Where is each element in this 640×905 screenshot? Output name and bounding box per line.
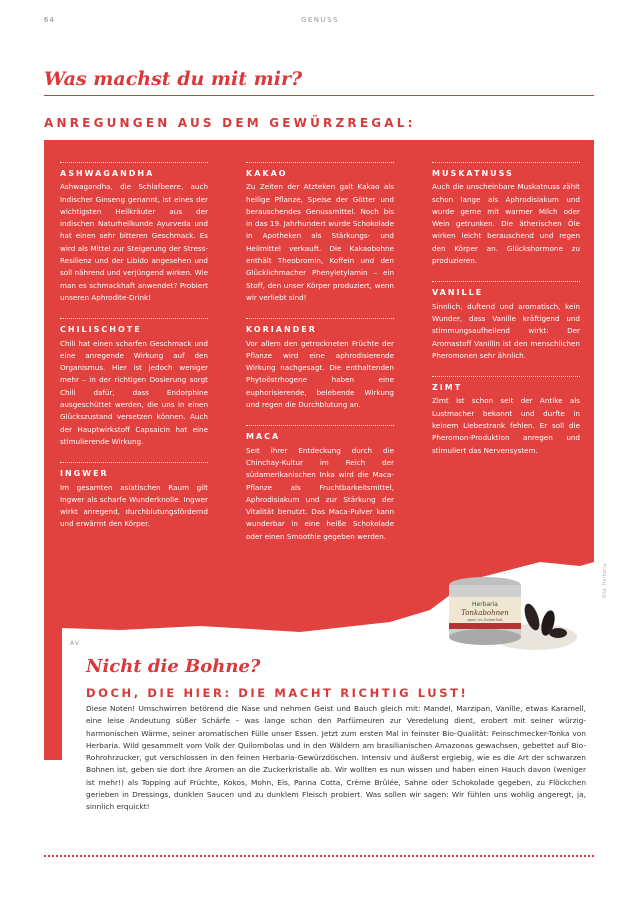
entry-title: INGWER bbox=[60, 469, 109, 479]
entry-title: KAKAO bbox=[246, 169, 288, 178]
section-label: GENUSS bbox=[300, 16, 340, 24]
entry-text: Zimt ist schon seit der Antike als Lustmacher bekannt und durfte in keinem Liebestrank fehlen. Er soll die Pheromon-Produktion anregen und stimuliert das Nervensystem. bbox=[432, 396, 580, 455]
ad-title: Nicht die Bohne? bbox=[86, 656, 261, 677]
entry-text: Auch die unscheinbare Muskatnuss zählt schon lange als Aphrodisiakum und wurde gerne mit warmer Milch oder Wein getrunken. Die ätherischen Öle wirken leicht berauschend und regen den Körper an. Glückshormone zu produzieren. bbox=[432, 182, 580, 266]
sub-headline: ANREGUNGEN AUS DEM GEWÜRZREGAL: bbox=[44, 116, 416, 130]
entry-text: Seit ihrer Entdeckung durch die Chinchay-Kultur im Reich der südamerikanischen Inka wird die Maca-Pflanze als Fruchtbarkeitsmittel, Aphrodisiakum und zur Stärkung der Vitalität benutzt. Das Maca-Pulver kann wunderbar in eine heiße Schokolade oder einen Smoothie gegeben werden. bbox=[246, 445, 394, 541]
page-number: 64 bbox=[44, 16, 55, 24]
product-image bbox=[440, 565, 580, 655]
entry-title: KORIANDER bbox=[246, 325, 317, 335]
bottom-divider bbox=[44, 855, 594, 857]
entry-title: ZIMT bbox=[432, 383, 463, 393]
page-headline: Was machst du mit mir? bbox=[44, 68, 303, 90]
entry-title: CHILISCHOTE bbox=[60, 325, 142, 335]
entry-text: Chili hat einen scharfen Geschmack und eine anregende Wirkung auf den Organismus. Hier ist jedoch weniger mehr – in der richtigen Dosierung sorgt Chili dafür, dass Endorphine ausgeschüttet werden, die uns in einen Glückszustand versetzen können. Auch der Hauptwirkstoff Capsaicin hat eine stimulierende Wirkung. bbox=[60, 338, 208, 446]
entry-text: Sinnlich, duftend und aromatisch, kein Wunder, dass Vanille kräftigend und stimmungsaufhellend wirkt: Der Aromastoff Vanillin ist den menschlichen Pheromonen sehr ähnlich. bbox=[432, 301, 580, 360]
tin-label-band bbox=[449, 623, 521, 629]
product-name: Tonkabohnen bbox=[461, 609, 509, 617]
product-brand: Herbaria bbox=[472, 601, 498, 608]
entry-text: Ashwagandha, die Schlafbeere, auch Indischer Ginseng genannt, ist eines der wichtigsten Heilkräuter aus der indischen Naturheilkunde Ayurveda und hat einen sehr bitteren Geschmack. Es wird als Mittel zur Steigerung der Stress-Resilienz und der Libido angesehen und soll nährend und verjüngend wirken. Wie man es schmackhaft anwendet? Probiert unseren Aphrodite-Drink! bbox=[60, 182, 208, 302]
entry-text: Vor allem den getrockneten Früchte der Pflanze wird eine aphrodisierende Wirkung nachgesagt. Die enthaltenden Phytoöstrhogene haben eine euphorisierende, belebende Wirkung und regen die Durchblutung an. bbox=[246, 338, 394, 410]
entry-title: ASHWAGANDHA bbox=[60, 169, 155, 178]
ad-headline: DOCH, DIE HIER: DIE MACHT RICHTIG LUST! bbox=[86, 686, 469, 700]
ad-body: Diese Noten! Umschwirren betörend die Nase und nehmen Geist und Bauch gleich mit: Mandel, Marzipan, Vanille, etwas Karamell, eine leise Andeutung süßer Schärfe – was lange schon den Parfümeuren zur Veredelung dient, erobert mit seiner würzig-harmonischen Wärme, seiner aromatischen Fülle unser Essen. Jetzt zum ersten Mal in feinster Bio-Qualität: Feinschmecker-Tonka von Herbaria. Wild gesammelt vom Volk der Quilombolas und in den Wäldern am brasilianischen Amazonas gewachsen, gebettet auf Bio-Rohrohrzucker, gut verschlossen in den feinen Herbaria-Gewürzdöschen. Intensiv und äußerst ergiebig, wie es die Art der schwarzen Bohnen ist, geben sie dort ihre Aromen an die Zuckerkristalle ab. Wir wollten es nun wissen und haben einen Hauch davon (weniger ist mehr!) als Topping auf Früchte, Kokos, Mohn, Eis, Panna Cotta, Crème Brûlée, Sahne oder Schokolade gegeben, zu Flöckchen gerieben in Dressings, dunklen Saucen und zu dunklem Fleisch probiert. Was sollen wir sagen: Wir fühlen uns wohlig angeregt, ja, sinnlich erquickt! bbox=[86, 704, 586, 812]
entry-title: MACA bbox=[246, 432, 281, 442]
entry-text: Zu Zeiten der Atzteken galt Kakao als heilige Pflanze, Speise der Götter und berauschendes Genussmittel. Noch bis in das 19. Jahrhundert wurde Schokolade in Apotheken als Stärkungs- und Heilmittel verkauft. Die Kakaobohne enthält Theobromin, Koffein und den Glücklichmacher Phenyletylamin – ein Stoff, den unser Körper produziert, wenn wir verliebt sind! bbox=[246, 182, 394, 302]
tonka-bean bbox=[549, 628, 567, 638]
entry-title: MUSKATNUSS bbox=[432, 169, 514, 178]
tin-bottom bbox=[449, 629, 521, 645]
entry-title: VANILLE bbox=[432, 288, 484, 298]
ad-tag: AV bbox=[70, 640, 80, 647]
photo-credit: Bild: Herbaria bbox=[602, 563, 608, 598]
entry-text: Im gesamten asiatischen Raum gilt Ingwer als scharfe Wunderknolle. Ingwer wirkt anregend, durchblutungsfördernd und erwärmt den Körper. bbox=[60, 482, 208, 529]
product-sub: ganz, im Zuckerfluß bbox=[467, 618, 503, 622]
